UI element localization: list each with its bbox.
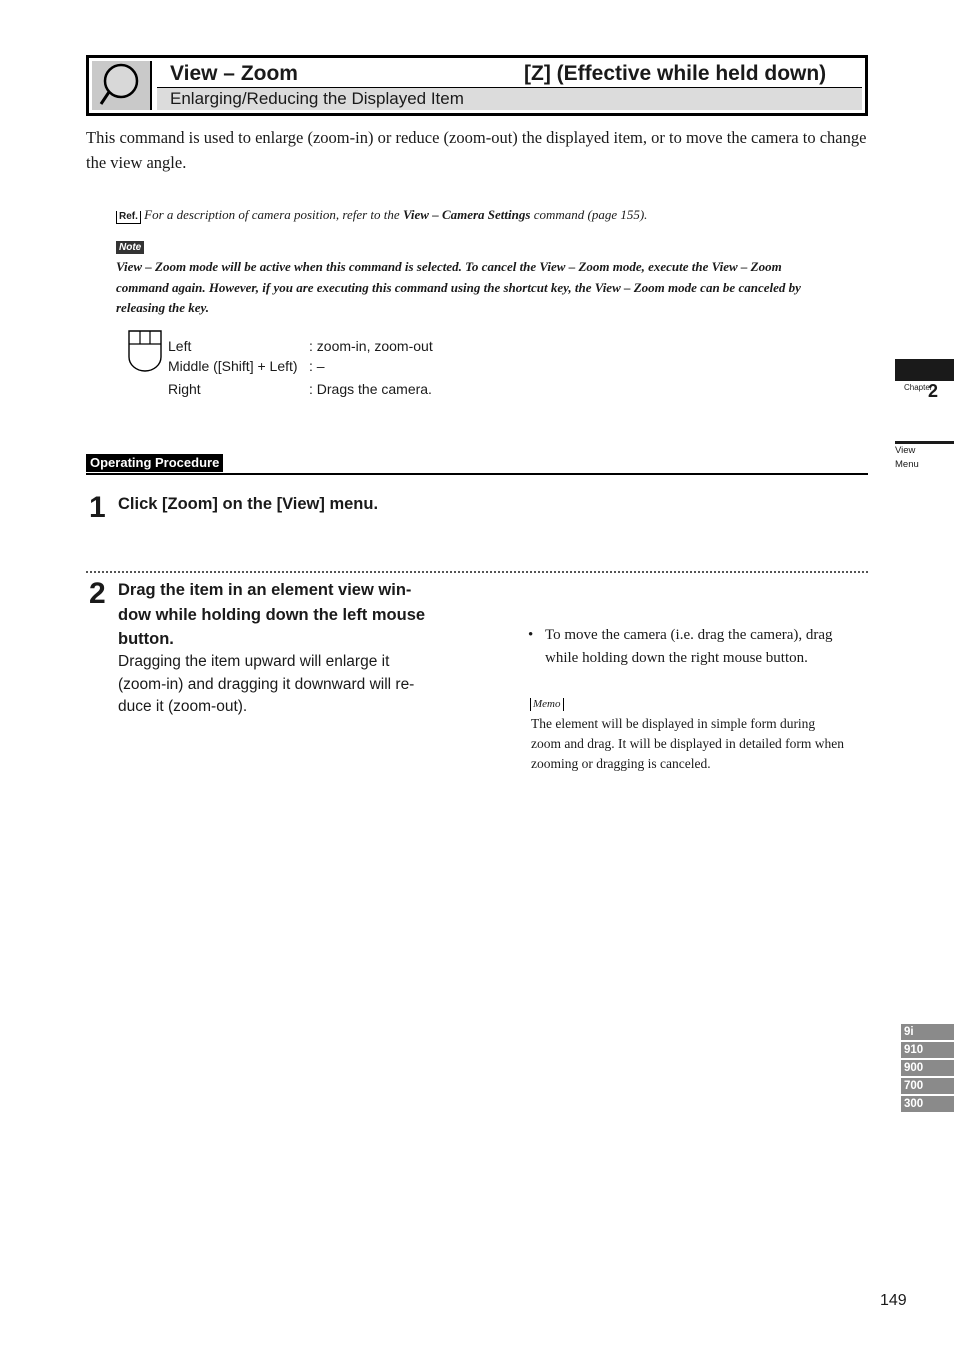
ref-text-after: command (page 155).: [530, 207, 648, 222]
subtitle-row: [157, 88, 862, 110]
step-number-2: 2: [89, 577, 104, 610]
sidebar-divider: [895, 441, 954, 444]
step-divider: [86, 571, 868, 573]
chapter-label: Chapter: [904, 383, 933, 392]
procedure-header: [86, 454, 868, 475]
mouse-right-label: Right: [168, 381, 201, 397]
memo-badge: Memo: [530, 698, 564, 711]
mouse-left-action: : zoom-in, zoom-out: [309, 338, 433, 354]
step-title-2-line3: button.: [118, 630, 174, 648]
step-body-2-line3: duce it (zoom-out).: [118, 698, 248, 715]
model-tab-9i: 9i: [901, 1024, 954, 1040]
chapter-tab: [895, 359, 954, 381]
intro-paragraph: This command is used to enlarge (zoom-in) or reduce (zoom-out) the displayed item, or to move the camera to change the view angle.: [86, 128, 867, 172]
ref-badge: Ref.: [116, 211, 141, 224]
page-subtitle: Enlarging/Reducing the Displayed Item: [170, 89, 464, 108]
note-badge: Note: [116, 241, 144, 254]
model-tab-910: 910: [901, 1042, 954, 1058]
note-text: View – Zoom mode will be active when this command is selected. To cancel the View – Zoom mode, execute the View – Zoom command again. However, if you are executing this command using the shortcut key, the View – Zoom mode can be canceled by releasing the key.: [116, 259, 801, 315]
memo-line2: zoom and drag. It will be displayed in detailed form when: [531, 736, 845, 751]
bullet-line1: To move the camera (i.e. drag the camera), drag: [545, 627, 833, 643]
chapter-number: 2: [928, 381, 939, 401]
step-body-2-line2: (zoom-in) and dragging it downward will re-: [118, 675, 415, 693]
mouse-right-action: : Drags the camera.: [309, 381, 432, 397]
magnifier-icon: [92, 61, 152, 110]
bullet-mark: •: [528, 627, 534, 643]
page-title: View – Zoom: [170, 62, 298, 85]
model-tab-900: 900: [901, 1060, 954, 1076]
mouse-middle-action: : –: [309, 358, 325, 374]
sidebar-nav-menu: Menu: [895, 459, 919, 470]
mouse-middle-label: Middle ([Shift] + Left): [168, 358, 298, 374]
model-tab-700: 700: [901, 1078, 954, 1094]
ref-line: [116, 207, 647, 224]
procedure-label: Operating Procedure: [86, 454, 223, 472]
step-title-2-line2: dow while holding down the left mouse: [118, 605, 426, 624]
model-tab-300: 300: [901, 1096, 954, 1112]
mouse-icon: [127, 329, 163, 378]
section-header: [86, 55, 868, 116]
ref-command: View – Camera Settings: [402, 207, 531, 222]
step-number-1: 1: [89, 491, 104, 524]
ref-text-before: For a description of camera position, refer to the: [144, 207, 403, 222]
step-title-1: Click [Zoom] on the [View] menu.: [118, 495, 379, 513]
memo-line1: The element will be displayed in simple form during: [531, 716, 816, 731]
step-title-2-line1: Drag the item in an element view win-: [118, 581, 412, 599]
mouse-left-label: Left: [168, 338, 192, 354]
page-number: 149: [880, 1292, 907, 1309]
sidebar-nav-view: View: [895, 445, 916, 456]
step-body-2-line1: Dragging the item upward will enlarge it: [118, 653, 390, 670]
bullet-line2: while holding down the right mouse button.: [545, 650, 808, 666]
memo-line3: zooming or dragging is canceled.: [531, 756, 711, 771]
title-row: [157, 61, 862, 88]
shortcut-label: [Z] (Effective while held down): [524, 62, 827, 85]
